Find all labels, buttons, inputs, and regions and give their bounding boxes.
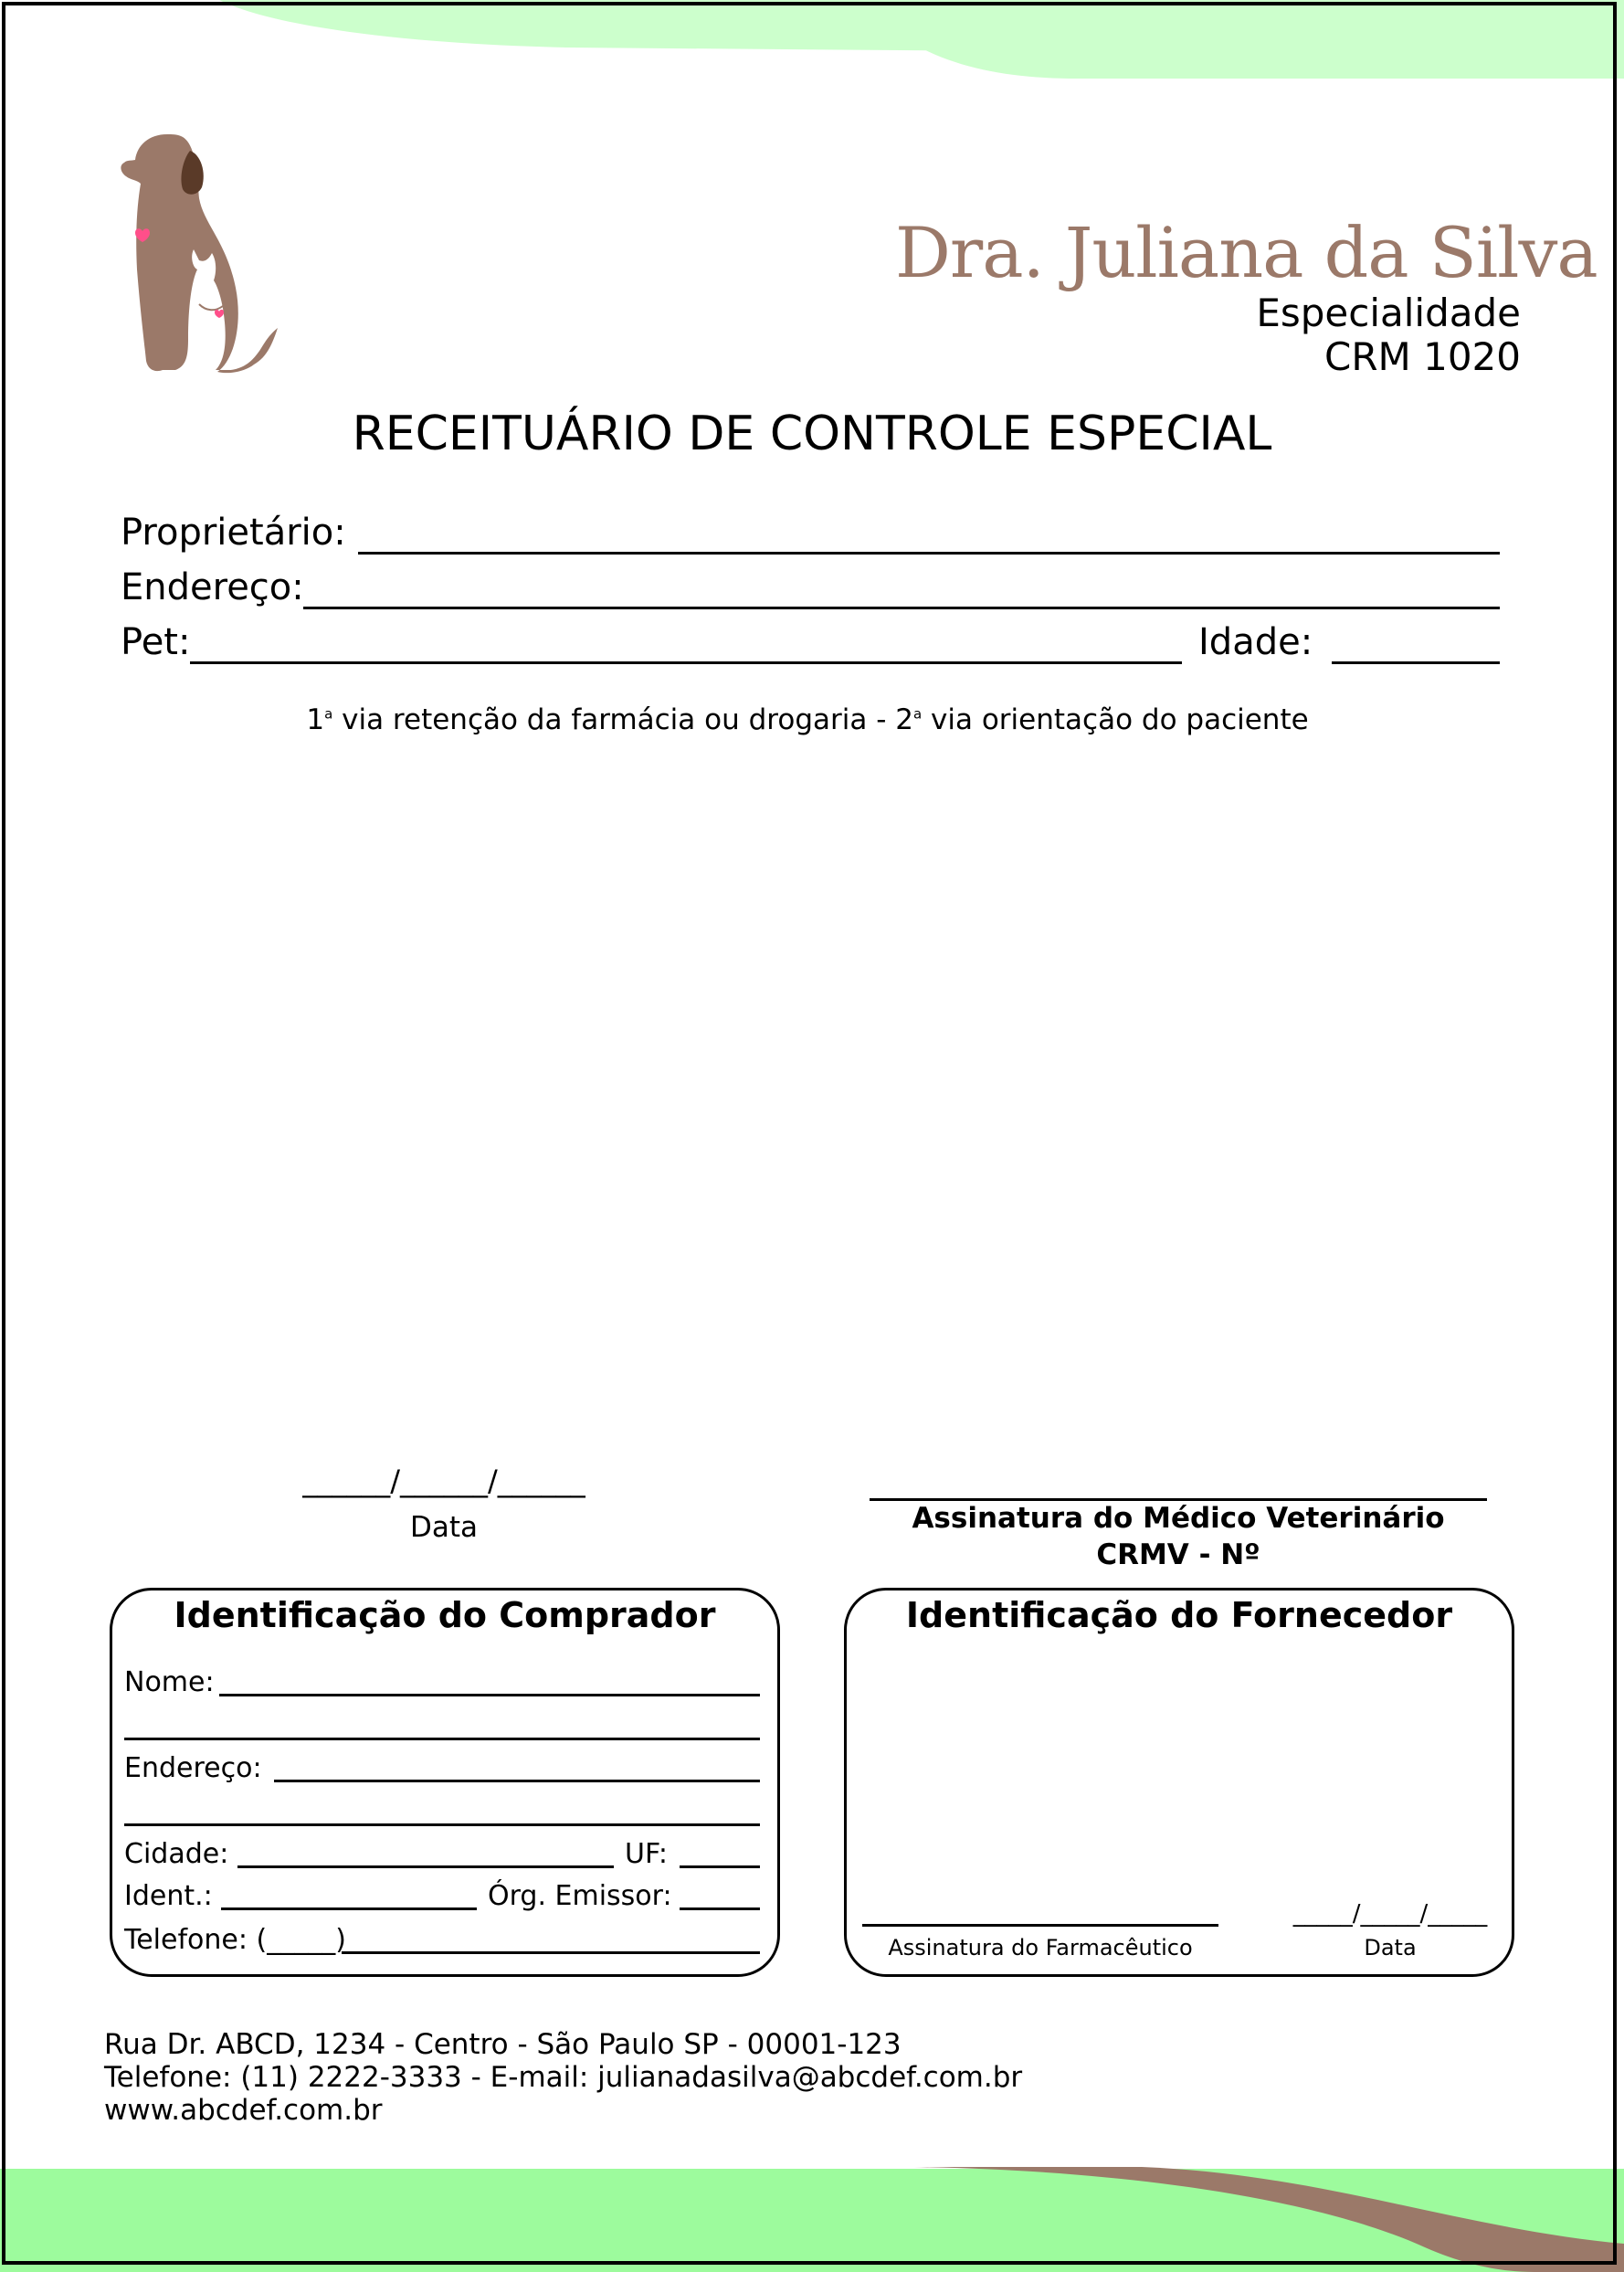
buyer-box-title: Identificação do Comprador	[174, 1595, 716, 1635]
buyer-id-label: Ident.:	[124, 1880, 213, 1912]
crmv-label: CRMV - Nº	[1096, 1538, 1260, 1571]
address-field[interactable]	[303, 607, 1500, 609]
buyer-address-label: Endereço:	[124, 1752, 262, 1784]
document-title: RECEITUÁRIO DE CONTROLE ESPECIAL	[352, 407, 1272, 461]
age-label: Idade:	[1198, 621, 1313, 663]
owner-field[interactable]	[358, 552, 1500, 555]
buyer-city-field[interactable]	[237, 1865, 614, 1868]
footer-website: www.abcdef.com.br	[104, 2094, 383, 2127]
vet-signature-line[interactable]	[870, 1498, 1487, 1501]
buyer-name-label: Nome:	[124, 1666, 215, 1698]
buyer-uf-field[interactable]	[680, 1865, 760, 1868]
buyer-city-label: Cidade:	[124, 1838, 229, 1870]
buyer-issuer-field[interactable]	[680, 1907, 760, 1910]
doctor-name: Dra. Juliana da Silva	[895, 212, 1598, 293]
age-field[interactable]	[1332, 661, 1500, 664]
buyer-phone-label: Telefone: (_____)	[124, 1924, 346, 1956]
pet-label: Pet:	[121, 621, 191, 663]
buyer-phone-field[interactable]	[342, 1951, 760, 1954]
buyer-name-field-2[interactable]	[124, 1738, 760, 1740]
buyer-address-field-2[interactable]	[124, 1823, 760, 1826]
date-blank[interactable]: ______/______/______	[302, 1464, 585, 1498]
footer-contact: Telefone: (11) 2222-3333 - E-mail: julianadasilva@abcdef.com.br	[104, 2061, 1023, 2094]
buyer-issuer-label: Órg. Emissor:	[488, 1880, 672, 1912]
doctor-specialty: Especialidade	[1256, 291, 1521, 335]
prescription-area[interactable]	[100, 767, 1524, 1462]
doctor-crm: CRM 1020	[1324, 334, 1521, 379]
dog-and-cat-logo-icon	[99, 132, 286, 379]
pet-field[interactable]	[190, 661, 1182, 664]
copies-note: 1$^a$ via retenção da farmácia ou drogaria - 2$^a$ via orientação do paciente	[306, 703, 1309, 736]
buyer-address-field[interactable]	[274, 1780, 760, 1782]
pharmacist-signature-label: Assinatura do Farmacêutico	[888, 1935, 1193, 1960]
buyer-id-field[interactable]	[221, 1907, 477, 1910]
vet-signature-label: Assinatura do Médico Veterinário	[912, 1502, 1445, 1535]
footer-address: Rua Dr. ABCD, 1234 - Centro - São Paulo SP - 00001-123	[104, 2028, 902, 2061]
buyer-name-field[interactable]	[219, 1694, 760, 1696]
owner-label: Proprietário:	[121, 512, 346, 554]
date-label: Data	[409, 1511, 479, 1544]
buyer-uf-label: UF:	[625, 1838, 668, 1870]
supplier-date-blank[interactable]: _____/_____/_____	[1292, 1900, 1488, 1928]
address-label: Endereço:	[121, 566, 304, 608]
supplier-box-title: Identificação do Fornecedor	[905, 1595, 1453, 1635]
pharmacist-signature-line[interactable]	[862, 1924, 1218, 1927]
supplier-date-label: Data	[1364, 1935, 1417, 1960]
